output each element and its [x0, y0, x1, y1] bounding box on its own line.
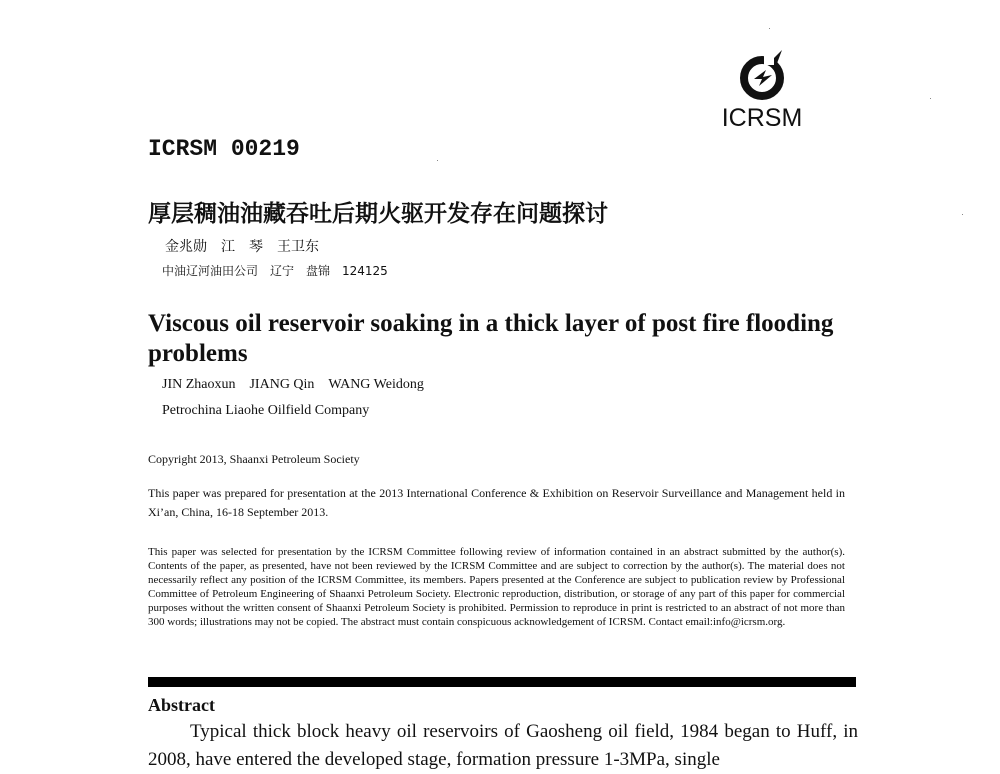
scan-speck [437, 160, 438, 161]
scan-speck [962, 214, 963, 215]
abstract-heading: Abstract [148, 695, 215, 715]
chinese-title: 厚层稠油油藏吞吐后期火驱开发存在问题探讨 [148, 201, 608, 227]
scan-speck [930, 98, 931, 99]
english-title: Viscous oil reservoir soaking in a thick layer of post fire flooding problems [148, 310, 834, 367]
copyright-notice: Copyright 2013, Shaanxi Petroleum Society [148, 452, 360, 466]
scan-speck [769, 28, 770, 29]
abstract-paragraph: Typical thick block heavy oil reservoirs of Gaosheng oil field, 1984 began to Huff, in 2008, have entered the developed stage, formation pressure 1-3MPa, single [148, 721, 858, 770]
paper-id: ICRSM 00219 [148, 136, 300, 162]
abstract-body [148, 718, 858, 774]
prepared-note: This paper was prepared for presentation at the 2013 International Conference & Exhibition on Reservoir Surveillance and Management held in Xi’an, China, 16-18 September 2013. [148, 486, 845, 519]
chinese-affiliation: 中油辽河油田公司 辽宁 盘锦 124125 [162, 264, 388, 278]
selection-note: This paper was selected for presentation by the ICRSM Committee following review of information contained in an abstract submitted by the author(s). Contents of the paper, as presented, have not been reviewed by the ICRSM Committee and are subject to correction by the author(s). The material does not necessarily reflect any position of the ICRSM Committee, its members. Papers presented at the Conference are subject to publication review by Professional Committee of Petroleum Engineering of Shaanxi Petroleum Society. Electronic reproduction, distribution, or storage of any part of this paper for commercial purposes without the written consent of Shaanxi Petroleum Society is prohibited. Permission to reproduce in print is restricted to an abstract of not more than 300 words; illustrations may not be copied. The abstract must contain conspicuous acknowledgement of ICRSM. Contact email:info@icrsm.org. [148, 546, 845, 628]
english-authors: JIN Zhaoxun JIANG Qin WANG Weidong [162, 377, 424, 392]
english-affiliation: Petrochina Liaohe Oilfield Company [162, 403, 370, 418]
chinese-authors: 金兆勋 江 琴 王卫东 [165, 239, 319, 255]
logo-wordmark: ICRSM [721, 104, 803, 132]
section-divider [148, 677, 856, 687]
flame-swirl-icon [734, 46, 790, 102]
icrsm-logo [712, 46, 812, 138]
